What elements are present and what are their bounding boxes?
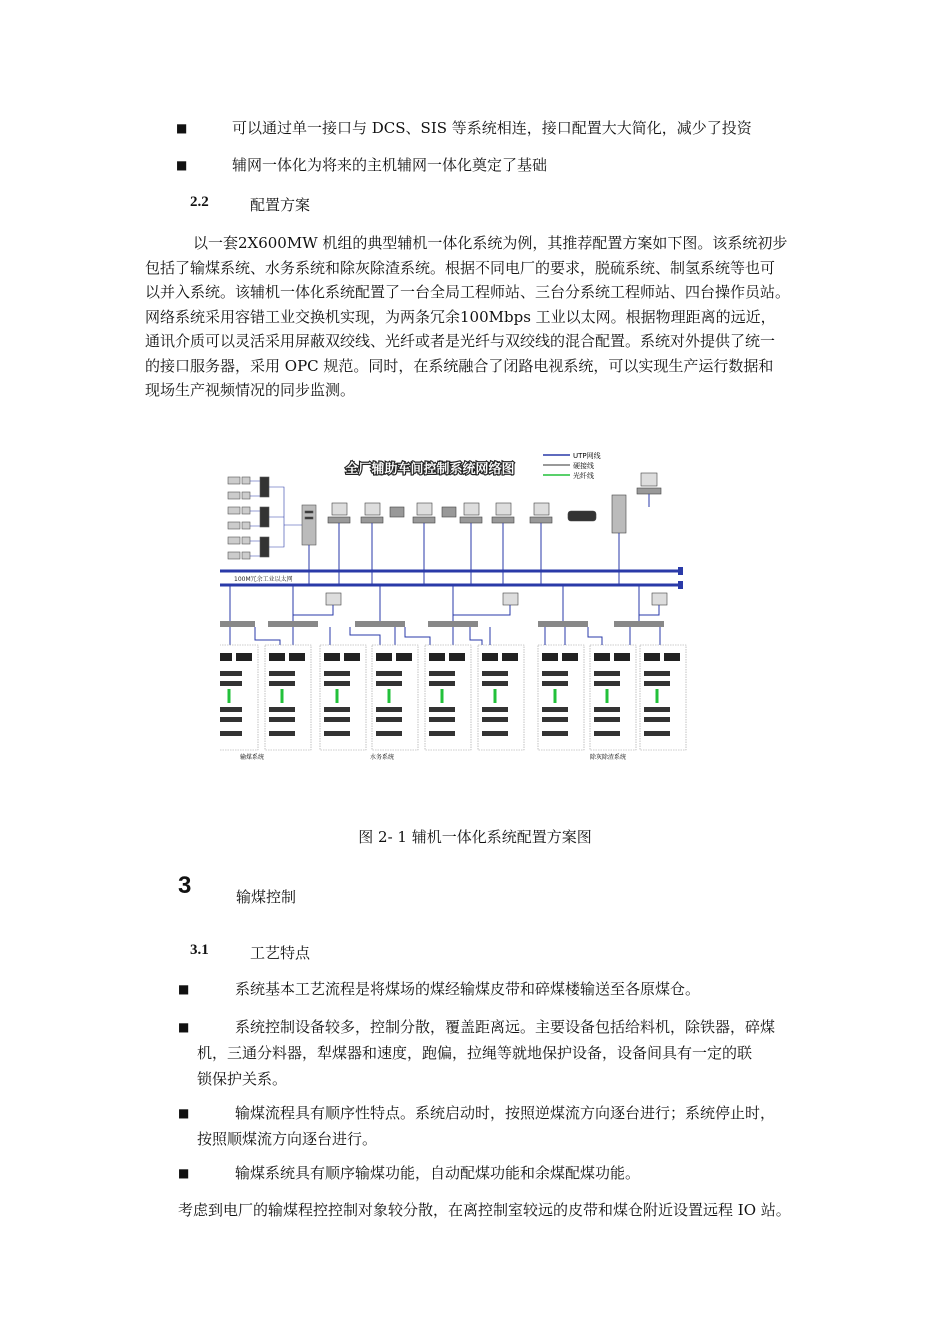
bullet-mark: ■	[178, 1106, 190, 1120]
bullet-text: 辅网一体化为将来的主机辅网一体化奠定了基础	[232, 156, 548, 174]
bullet-mark: ■	[178, 1020, 190, 1034]
controller-module	[236, 653, 252, 661]
paragraph-line: 包括了输煤系统、水务系统和除灰除渣系统。根据不同电厂的要求，脱硫系统、制氢系统等也可	[145, 258, 776, 277]
io-module	[644, 707, 670, 712]
controller-module	[269, 653, 285, 661]
group-label-coal: 输煤系统	[240, 754, 265, 761]
controller-module	[220, 653, 232, 661]
controller-module	[289, 653, 305, 661]
controller-module	[644, 653, 660, 661]
io-module	[482, 707, 508, 712]
switches	[220, 585, 667, 645]
io-module	[376, 681, 402, 686]
io-module	[220, 717, 242, 722]
bullet-item	[178, 1161, 813, 1186]
io-module	[376, 671, 402, 676]
io-module	[644, 717, 670, 722]
controller-module	[594, 653, 610, 661]
bullet-text: 可以通过单一接口与 DCS、SIS 等系统相连，接口配置大大简化，减少了投资	[232, 119, 752, 137]
paragraph-line: 以并入系统。该辅机一体化系统配置了一台全局工程师站、三台分系统工程师站、四台操作员站。	[145, 283, 791, 301]
io-module	[324, 717, 350, 722]
section-title: 配置方案	[250, 196, 311, 214]
bullet-item	[178, 1015, 813, 1092]
io-module	[542, 707, 568, 712]
bullet-text: 输煤流程具有顺序性特点。系统启动时，按照逆煤流方向逐台进行；系统停止时，	[235, 1104, 776, 1122]
controller-module	[614, 653, 630, 661]
paragraph-line: 以一套2X600MW 机组的典型辅机一体化系统为例，其推荐配置方案如下图。该系统初步	[193, 234, 788, 252]
io-module	[594, 731, 620, 736]
io-module	[482, 681, 508, 686]
bullet-mark: ■	[176, 158, 188, 172]
bullet-item	[178, 977, 813, 1002]
io-module	[542, 717, 568, 722]
bullet-item	[178, 1101, 813, 1152]
controller-module	[396, 653, 412, 661]
body-paragraph	[145, 231, 810, 403]
bullet-text: 机，三通分料器，犁煤器和速度，跑偏，拉绳等就地保护设备，设备间具有一定的联	[197, 1044, 753, 1062]
io-module	[324, 707, 350, 712]
controller-module	[664, 653, 680, 661]
io-module	[594, 707, 620, 712]
io-module	[429, 707, 455, 712]
section-title: 工艺特点	[250, 944, 311, 962]
top-workstations	[328, 473, 661, 533]
io-module	[429, 731, 455, 736]
bullet-text: 系统基本工艺流程是将煤场的煤经输煤皮带和碎煤楼输送至各原煤仓。	[235, 980, 701, 998]
io-module	[324, 731, 350, 736]
bullet-mark: ■	[178, 982, 190, 996]
paragraph-line: 网络系统采用容错工业交换机实现，为两条冗余100Mbps 工业以太网。根据物理距离的远近，	[145, 307, 776, 326]
bullet-text: 按照顺煤流方向逐台进行。	[197, 1130, 378, 1148]
io-module	[594, 681, 620, 686]
bullet-mark: ■	[178, 1166, 190, 1180]
bus-label: 100M冗余工业以太网	[234, 576, 293, 583]
io-module	[594, 671, 620, 676]
controller-module	[344, 653, 360, 661]
io-module	[269, 707, 295, 712]
network-diagram	[220, 445, 695, 770]
bullet-mark: ■	[176, 121, 188, 135]
io-module	[542, 731, 568, 736]
group-label-water: 水务系统	[370, 754, 395, 761]
io-module	[220, 707, 242, 712]
controller-module	[376, 653, 392, 661]
io-module	[376, 707, 402, 712]
io-module	[482, 671, 508, 676]
section-number: 3.1	[190, 942, 209, 958]
io-module	[269, 681, 295, 686]
bullet-text: 系统控制设备较多，控制分散，覆盖距离远。主要设备包括给料机，除铁器，碎煤	[235, 1018, 776, 1036]
group-label-ash: 除灰除渣系统	[590, 754, 627, 761]
io-module	[269, 731, 295, 736]
paragraph-line: 的接口服务器，采用 OPC 规范。同时，在系统融合了闭路电视系统，可以实现生产运行数据和	[145, 356, 774, 375]
controller-module	[542, 653, 558, 661]
section-title: 输煤控制	[236, 888, 297, 906]
io-module	[644, 671, 670, 676]
io-module	[429, 717, 455, 722]
io-module	[482, 717, 508, 722]
diagram-legend	[543, 451, 601, 480]
section-number: 3	[178, 872, 192, 899]
io-module	[220, 731, 242, 736]
diagram-title: 全厂辅助车间控制系统网络图	[345, 462, 515, 477]
io-module	[429, 681, 455, 686]
io-module	[220, 671, 242, 676]
io-module	[482, 731, 508, 736]
io-module	[376, 717, 402, 722]
paragraph-line: 通讯介质可以灵活采用屏蔽双绞线、光纤或者是光纤与双绞线的混合配置。系统对外提供了统一	[145, 332, 776, 350]
controller-module	[502, 653, 518, 661]
io-module	[324, 681, 350, 686]
legend-utp: UTP网线	[573, 452, 601, 460]
io-module	[594, 717, 620, 722]
controller-module	[429, 653, 445, 661]
legend-fiber: 光纤线	[573, 472, 594, 480]
figure-caption: 图 2- 1 辅机一体化系统配置方案图	[358, 828, 592, 846]
bullet-text: 输煤系统具有顺序输煤功能，自动配煤功能和余煤配煤功能。	[235, 1164, 641, 1182]
io-module	[220, 681, 242, 686]
ethernet-bus	[220, 567, 683, 589]
io-module	[542, 681, 568, 686]
controller-module	[449, 653, 465, 661]
controller-module	[324, 653, 340, 661]
cabinet-racks	[220, 645, 686, 750]
camera-cluster	[228, 477, 316, 559]
section-number: 2.2	[190, 194, 209, 210]
io-module	[429, 671, 455, 676]
io-module	[542, 671, 568, 676]
io-module	[376, 731, 402, 736]
io-module	[269, 717, 295, 722]
controller-module	[482, 653, 498, 661]
legend-hard: 硬接线	[573, 462, 594, 470]
io-module	[324, 671, 350, 676]
io-module	[644, 681, 670, 686]
io-module	[644, 731, 670, 736]
controller-module	[562, 653, 578, 661]
bullet-text: 锁保护关系。	[197, 1070, 288, 1088]
paragraph-line: 现场生产视频情况的同步监测。	[145, 381, 356, 399]
closing-paragraph: 考虑到电厂的输煤程控控制对象较分散，在离控制室较远的皮带和煤仓附近设置远程 IO 站。	[178, 1201, 791, 1219]
io-module	[269, 671, 295, 676]
